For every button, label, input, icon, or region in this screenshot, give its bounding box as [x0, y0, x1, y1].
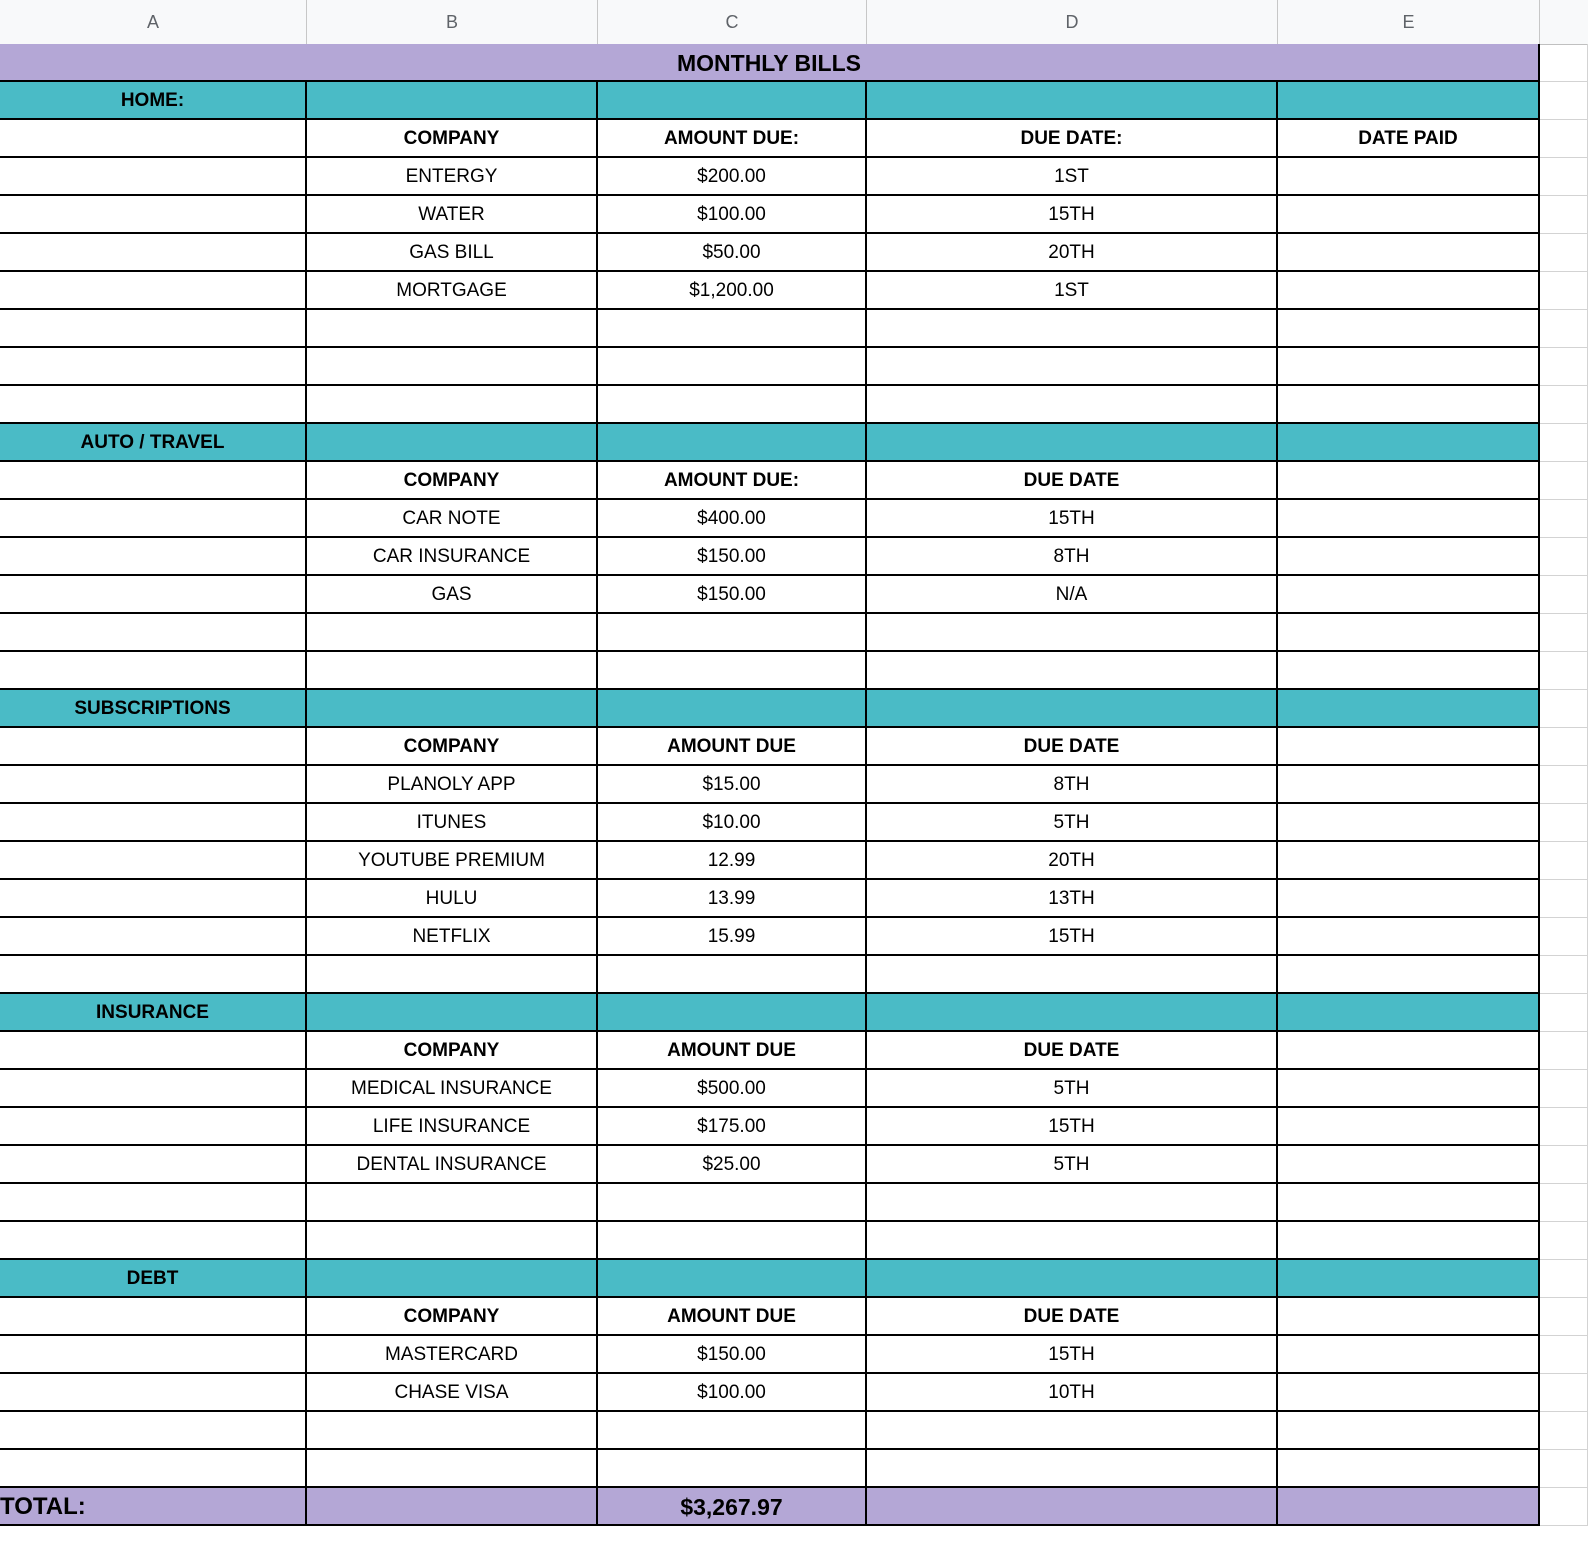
- blank-row: [0, 614, 1588, 652]
- cell[interactable]: [1540, 1450, 1588, 1488]
- blank-row: [0, 386, 1588, 424]
- cell[interactable]: [1278, 348, 1540, 386]
- cell[interactable]: [1540, 1336, 1588, 1374]
- table-row: [0, 196, 1588, 234]
- column-label-row: [0, 462, 1588, 500]
- cell[interactable]: [1540, 766, 1588, 804]
- amount-cell[interactable]: $500.00: [598, 1070, 867, 1108]
- blank-row: [0, 348, 1588, 386]
- table-row: [0, 500, 1588, 538]
- table-row: [0, 1146, 1588, 1184]
- cell[interactable]: [0, 956, 307, 994]
- cell[interactable]: [1540, 234, 1588, 272]
- date-paid-cell[interactable]: [1278, 918, 1540, 956]
- column-header-c[interactable]: C: [598, 0, 867, 44]
- section-header-row: [0, 1260, 1588, 1298]
- column-label[interactable]: AMOUNT DUE:: [598, 120, 867, 158]
- section-title[interactable]: HOME:: [0, 82, 307, 120]
- amount-cell[interactable]: $400.00: [598, 500, 867, 538]
- cell[interactable]: [1540, 918, 1588, 956]
- cell[interactable]: [1540, 842, 1588, 880]
- cell[interactable]: [867, 386, 1278, 424]
- company-cell[interactable]: GAS: [307, 576, 598, 614]
- section-header-row: [0, 82, 1588, 120]
- company-cell[interactable]: MASTERCARD: [307, 1336, 598, 1374]
- cell[interactable]: [867, 348, 1278, 386]
- section-header-cell[interactable]: [867, 82, 1278, 120]
- cell[interactable]: [1278, 386, 1540, 424]
- company-cell[interactable]: CHASE VISA: [307, 1374, 598, 1412]
- cell[interactable]: [0, 1184, 307, 1222]
- column-label-row: [0, 1032, 1588, 1070]
- section-header-cell[interactable]: [1278, 994, 1540, 1032]
- total-label[interactable]: TOTAL:: [0, 1488, 307, 1526]
- date-paid-cell[interactable]: [1278, 1374, 1540, 1412]
- blank-row: [0, 1184, 1588, 1222]
- blank-row: [0, 1222, 1588, 1260]
- cell[interactable]: [598, 614, 867, 652]
- cell[interactable]: [867, 956, 1278, 994]
- cell[interactable]: [0, 880, 307, 918]
- cell[interactable]: [867, 310, 1278, 348]
- column-label[interactable]: AMOUNT DUE: [598, 1032, 867, 1070]
- table-row: [0, 766, 1588, 804]
- column-label[interactable]: AMOUNT DUE: [598, 1298, 867, 1336]
- title-row: [0, 44, 1588, 82]
- date-paid-cell[interactable]: [1278, 1146, 1540, 1184]
- cell[interactable]: [0, 1450, 307, 1488]
- table-row: [0, 576, 1588, 614]
- section-header-cell[interactable]: [598, 994, 867, 1032]
- cell[interactable]: [1540, 500, 1588, 538]
- date-paid-cell[interactable]: [1278, 234, 1540, 272]
- cell[interactable]: [1540, 1222, 1588, 1260]
- company-cell[interactable]: CAR INSURANCE: [307, 538, 598, 576]
- amount-cell[interactable]: $1,200.00: [598, 272, 867, 310]
- cell[interactable]: [1540, 614, 1588, 652]
- cell[interactable]: [1278, 1184, 1540, 1222]
- due-date-cell[interactable]: 5TH: [867, 804, 1278, 842]
- amount-cell[interactable]: 15.99: [598, 918, 867, 956]
- section-header-cell[interactable]: [1278, 424, 1540, 462]
- cell[interactable]: [0, 652, 307, 690]
- cell[interactable]: [598, 348, 867, 386]
- cell[interactable]: [1540, 120, 1588, 158]
- date-paid-cell[interactable]: [1278, 196, 1540, 234]
- due-date-cell[interactable]: 15TH: [867, 196, 1278, 234]
- section-header-cell[interactable]: [307, 994, 598, 1032]
- cell[interactable]: [1540, 348, 1588, 386]
- table-row: [0, 842, 1588, 880]
- company-cell[interactable]: DENTAL INSURANCE: [307, 1146, 598, 1184]
- cell[interactable]: [1278, 956, 1540, 994]
- date-paid-cell[interactable]: [1278, 1070, 1540, 1108]
- cell[interactable]: [1540, 1374, 1588, 1412]
- date-paid-cell[interactable]: [1278, 880, 1540, 918]
- cell[interactable]: [1540, 196, 1588, 234]
- cell[interactable]: [0, 234, 307, 272]
- date-paid-cell[interactable]: [1278, 576, 1540, 614]
- cell[interactable]: [307, 614, 598, 652]
- table-row: [0, 1070, 1588, 1108]
- cell[interactable]: [0, 462, 307, 500]
- cell[interactable]: [1540, 538, 1588, 576]
- blank-row: [0, 1450, 1588, 1488]
- cell[interactable]: [1278, 310, 1540, 348]
- company-cell[interactable]: WATER: [307, 196, 598, 234]
- cell[interactable]: [867, 1450, 1278, 1488]
- column-label[interactable]: COMPANY: [307, 462, 598, 500]
- amount-cell[interactable]: $150.00: [598, 576, 867, 614]
- cell[interactable]: [867, 652, 1278, 690]
- cell[interactable]: [1540, 1488, 1588, 1526]
- column-label[interactable]: DUE DATE:: [867, 120, 1278, 158]
- column-label-row: [0, 1298, 1588, 1336]
- cell[interactable]: [0, 386, 307, 424]
- section-header-cell[interactable]: [867, 424, 1278, 462]
- total-value[interactable]: $3,267.97: [598, 1488, 867, 1526]
- date-paid-cell[interactable]: [1278, 842, 1540, 880]
- amount-cell[interactable]: $150.00: [598, 538, 867, 576]
- company-cell[interactable]: ITUNES: [307, 804, 598, 842]
- cell[interactable]: [1278, 652, 1540, 690]
- cell[interactable]: [0, 120, 307, 158]
- cell[interactable]: [0, 310, 307, 348]
- due-date-cell[interactable]: 15TH: [867, 1108, 1278, 1146]
- total-row-cell[interactable]: [307, 1488, 598, 1526]
- cell[interactable]: [0, 1070, 307, 1108]
- cell[interactable]: [1540, 386, 1588, 424]
- cell[interactable]: [0, 918, 307, 956]
- amount-cell[interactable]: $175.00: [598, 1108, 867, 1146]
- amount-cell[interactable]: $10.00: [598, 804, 867, 842]
- section-header-cell[interactable]: [598, 82, 867, 120]
- cell[interactable]: [867, 1412, 1278, 1450]
- section-header-row: [0, 690, 1588, 728]
- cell[interactable]: [0, 804, 307, 842]
- cell[interactable]: [0, 576, 307, 614]
- total-row-cell[interactable]: [867, 1488, 1278, 1526]
- cell[interactable]: [0, 272, 307, 310]
- table-row: [0, 234, 1588, 272]
- cell[interactable]: [598, 1184, 867, 1222]
- column-label[interactable]: DATE PAID: [1278, 120, 1540, 158]
- column-label[interactable]: DUE DATE: [867, 462, 1278, 500]
- blank-row: [0, 310, 1588, 348]
- due-date-cell[interactable]: 13TH: [867, 880, 1278, 918]
- cell[interactable]: [1540, 652, 1588, 690]
- due-date-cell[interactable]: 5TH: [867, 1070, 1278, 1108]
- column-label[interactable]: DUE DATE: [867, 728, 1278, 766]
- section-header-cell[interactable]: [307, 690, 598, 728]
- amount-cell[interactable]: $100.00: [598, 1374, 867, 1412]
- company-cell[interactable]: GAS BILL: [307, 234, 598, 272]
- cell[interactable]: [1540, 424, 1588, 462]
- date-paid-cell[interactable]: [1278, 1336, 1540, 1374]
- table-row: [0, 1108, 1588, 1146]
- cell[interactable]: [0, 1412, 307, 1450]
- cell[interactable]: [307, 1412, 598, 1450]
- cell[interactable]: [0, 1032, 307, 1070]
- cell[interactable]: [598, 1412, 867, 1450]
- date-paid-cell[interactable]: [1278, 766, 1540, 804]
- cell[interactable]: [598, 310, 867, 348]
- cell[interactable]: [867, 1222, 1278, 1260]
- amount-cell[interactable]: $200.00: [598, 158, 867, 196]
- due-date-cell[interactable]: 1ST: [867, 158, 1278, 196]
- due-date-cell[interactable]: 1ST: [867, 272, 1278, 310]
- amount-cell[interactable]: 13.99: [598, 880, 867, 918]
- due-date-cell[interactable]: 15TH: [867, 918, 1278, 956]
- cell[interactable]: [307, 956, 598, 994]
- column-label[interactable]: COMPANY: [307, 1032, 598, 1070]
- date-paid-cell[interactable]: [1278, 158, 1540, 196]
- column-label[interactable]: COMPANY: [307, 728, 598, 766]
- section-title[interactable]: DEBT: [0, 1260, 307, 1298]
- column-label-row: [0, 728, 1588, 766]
- due-date-cell[interactable]: N/A: [867, 576, 1278, 614]
- cell[interactable]: [307, 1184, 598, 1222]
- cell[interactable]: [867, 614, 1278, 652]
- cell[interactable]: [1540, 1070, 1588, 1108]
- column-label[interactable]: [1278, 1298, 1540, 1336]
- table-row: [0, 1336, 1588, 1374]
- cell[interactable]: [307, 310, 598, 348]
- cell[interactable]: [1540, 1032, 1588, 1070]
- due-date-cell[interactable]: 10TH: [867, 1374, 1278, 1412]
- table-row: [0, 880, 1588, 918]
- cell[interactable]: [1540, 728, 1588, 766]
- cell[interactable]: [1278, 1412, 1540, 1450]
- date-paid-cell[interactable]: [1278, 1108, 1540, 1146]
- cell[interactable]: [307, 1222, 598, 1260]
- section-header-row: [0, 994, 1588, 1032]
- blank-row: [0, 652, 1588, 690]
- cell[interactable]: [598, 1222, 867, 1260]
- date-paid-cell[interactable]: [1278, 538, 1540, 576]
- company-cell[interactable]: PLANOLY APP: [307, 766, 598, 804]
- cell[interactable]: [1278, 1222, 1540, 1260]
- column-header-a[interactable]: A: [0, 0, 307, 44]
- cell[interactable]: [598, 1450, 867, 1488]
- amount-cell[interactable]: $100.00: [598, 196, 867, 234]
- cell[interactable]: [307, 348, 598, 386]
- cell[interactable]: [1540, 880, 1588, 918]
- section-header-cell[interactable]: [307, 424, 598, 462]
- amount-cell[interactable]: $150.00: [598, 1336, 867, 1374]
- cell[interactable]: [1540, 1260, 1588, 1298]
- column-label[interactable]: COMPANY: [307, 120, 598, 158]
- cell[interactable]: [1540, 1108, 1588, 1146]
- cell[interactable]: [307, 1450, 598, 1488]
- cell[interactable]: [1540, 272, 1588, 310]
- amount-cell[interactable]: $50.00: [598, 234, 867, 272]
- cell[interactable]: [0, 1374, 307, 1412]
- section-header-cell[interactable]: [307, 82, 598, 120]
- section-header-cell[interactable]: [1278, 1260, 1540, 1298]
- section-header-cell[interactable]: [307, 1260, 598, 1298]
- due-date-cell[interactable]: 5TH: [867, 1146, 1278, 1184]
- cell[interactable]: [0, 728, 307, 766]
- cell[interactable]: [1278, 614, 1540, 652]
- cell[interactable]: [0, 1146, 307, 1184]
- section-header-cell[interactable]: [867, 994, 1278, 1032]
- column-label[interactable]: COMPANY: [307, 1298, 598, 1336]
- cell[interactable]: [1540, 44, 1588, 82]
- amount-cell[interactable]: $15.00: [598, 766, 867, 804]
- column-label[interactable]: DUE DATE: [867, 1032, 1278, 1070]
- column-label[interactable]: [1278, 728, 1540, 766]
- cell[interactable]: [1540, 1146, 1588, 1184]
- cell[interactable]: [0, 1222, 307, 1260]
- cell[interactable]: [867, 1184, 1278, 1222]
- cell[interactable]: [307, 386, 598, 424]
- cell[interactable]: [0, 766, 307, 804]
- amount-cell[interactable]: $25.00: [598, 1146, 867, 1184]
- table-row: [0, 158, 1588, 196]
- due-date-cell[interactable]: 20TH: [867, 842, 1278, 880]
- table-row: [0, 1374, 1588, 1412]
- due-date-cell[interactable]: 8TH: [867, 538, 1278, 576]
- column-header-e[interactable]: E: [1278, 0, 1540, 44]
- section-header-cell[interactable]: [598, 1260, 867, 1298]
- company-cell[interactable]: HULU: [307, 880, 598, 918]
- company-cell[interactable]: NETFLIX: [307, 918, 598, 956]
- column-header-f[interactable]: [1540, 0, 1588, 44]
- amount-cell[interactable]: 12.99: [598, 842, 867, 880]
- cell[interactable]: [1540, 576, 1588, 614]
- sheet-title[interactable]: MONTHLY BILLS: [0, 44, 1540, 82]
- due-date-cell[interactable]: 20TH: [867, 234, 1278, 272]
- cell[interactable]: [1540, 1184, 1588, 1222]
- column-label-row: [0, 120, 1588, 158]
- column-header-d[interactable]: D: [867, 0, 1278, 44]
- section-header-row: [0, 424, 1588, 462]
- cell[interactable]: [0, 538, 307, 576]
- cell[interactable]: [1540, 158, 1588, 196]
- date-paid-cell[interactable]: [1278, 804, 1540, 842]
- section-header-cell[interactable]: [1278, 690, 1540, 728]
- column-label[interactable]: [1278, 1032, 1540, 1070]
- cell[interactable]: [1540, 804, 1588, 842]
- cell[interactable]: [598, 652, 867, 690]
- cell[interactable]: [0, 1336, 307, 1374]
- company-cell[interactable]: CAR NOTE: [307, 500, 598, 538]
- cell[interactable]: [0, 1108, 307, 1146]
- column-label[interactable]: AMOUNT DUE: [598, 728, 867, 766]
- table-row: [0, 918, 1588, 956]
- cell[interactable]: [1278, 1450, 1540, 1488]
- due-date-cell[interactable]: 15TH: [867, 500, 1278, 538]
- total-row: [0, 1488, 1588, 1526]
- due-date-cell[interactable]: 15TH: [867, 1336, 1278, 1374]
- section-header-cell[interactable]: [598, 424, 867, 462]
- company-cell[interactable]: LIFE INSURANCE: [307, 1108, 598, 1146]
- due-date-cell[interactable]: 8TH: [867, 766, 1278, 804]
- column-header-bar: [0, 0, 1588, 45]
- company-cell[interactable]: YOUTUBE PREMIUM: [307, 842, 598, 880]
- cell[interactable]: [0, 500, 307, 538]
- date-paid-cell[interactable]: [1278, 272, 1540, 310]
- section-header-cell[interactable]: [867, 690, 1278, 728]
- cell[interactable]: [307, 652, 598, 690]
- cell[interactable]: [598, 386, 867, 424]
- cell[interactable]: [0, 158, 307, 196]
- table-row: [0, 804, 1588, 842]
- section-header-cell[interactable]: [1278, 82, 1540, 120]
- section-header-cell[interactable]: [867, 1260, 1278, 1298]
- cell[interactable]: [1540, 82, 1588, 120]
- blank-row: [0, 956, 1588, 994]
- company-cell[interactable]: MORTGAGE: [307, 272, 598, 310]
- section-title[interactable]: AUTO / TRAVEL: [0, 424, 307, 462]
- cell[interactable]: [1540, 462, 1588, 500]
- column-label[interactable]: [1278, 462, 1540, 500]
- cell[interactable]: [1540, 310, 1588, 348]
- company-cell[interactable]: ENTERGY: [307, 158, 598, 196]
- company-cell[interactable]: MEDICAL INSURANCE: [307, 1070, 598, 1108]
- cell[interactable]: [598, 956, 867, 994]
- cell[interactable]: [0, 196, 307, 234]
- cell[interactable]: [1540, 690, 1588, 728]
- column-label[interactable]: AMOUNT DUE:: [598, 462, 867, 500]
- cell[interactable]: [0, 348, 307, 386]
- total-row-cell[interactable]: [1278, 1488, 1540, 1526]
- cell[interactable]: [0, 1298, 307, 1336]
- cell[interactable]: [0, 842, 307, 880]
- column-header-b[interactable]: B: [307, 0, 598, 44]
- section-title[interactable]: INSURANCE: [0, 994, 307, 1032]
- cell[interactable]: [1540, 994, 1588, 1032]
- section-header-cell[interactable]: [598, 690, 867, 728]
- table-row: [0, 538, 1588, 576]
- table-row: [0, 272, 1588, 310]
- date-paid-cell[interactable]: [1278, 500, 1540, 538]
- cell[interactable]: [1540, 956, 1588, 994]
- column-label[interactable]: DUE DATE: [867, 1298, 1278, 1336]
- cell[interactable]: [1540, 1412, 1588, 1450]
- blank-row: [0, 1412, 1588, 1450]
- cell[interactable]: [1540, 1298, 1588, 1336]
- cell[interactable]: [0, 614, 307, 652]
- section-title[interactable]: SUBSCRIPTIONS: [0, 690, 307, 728]
